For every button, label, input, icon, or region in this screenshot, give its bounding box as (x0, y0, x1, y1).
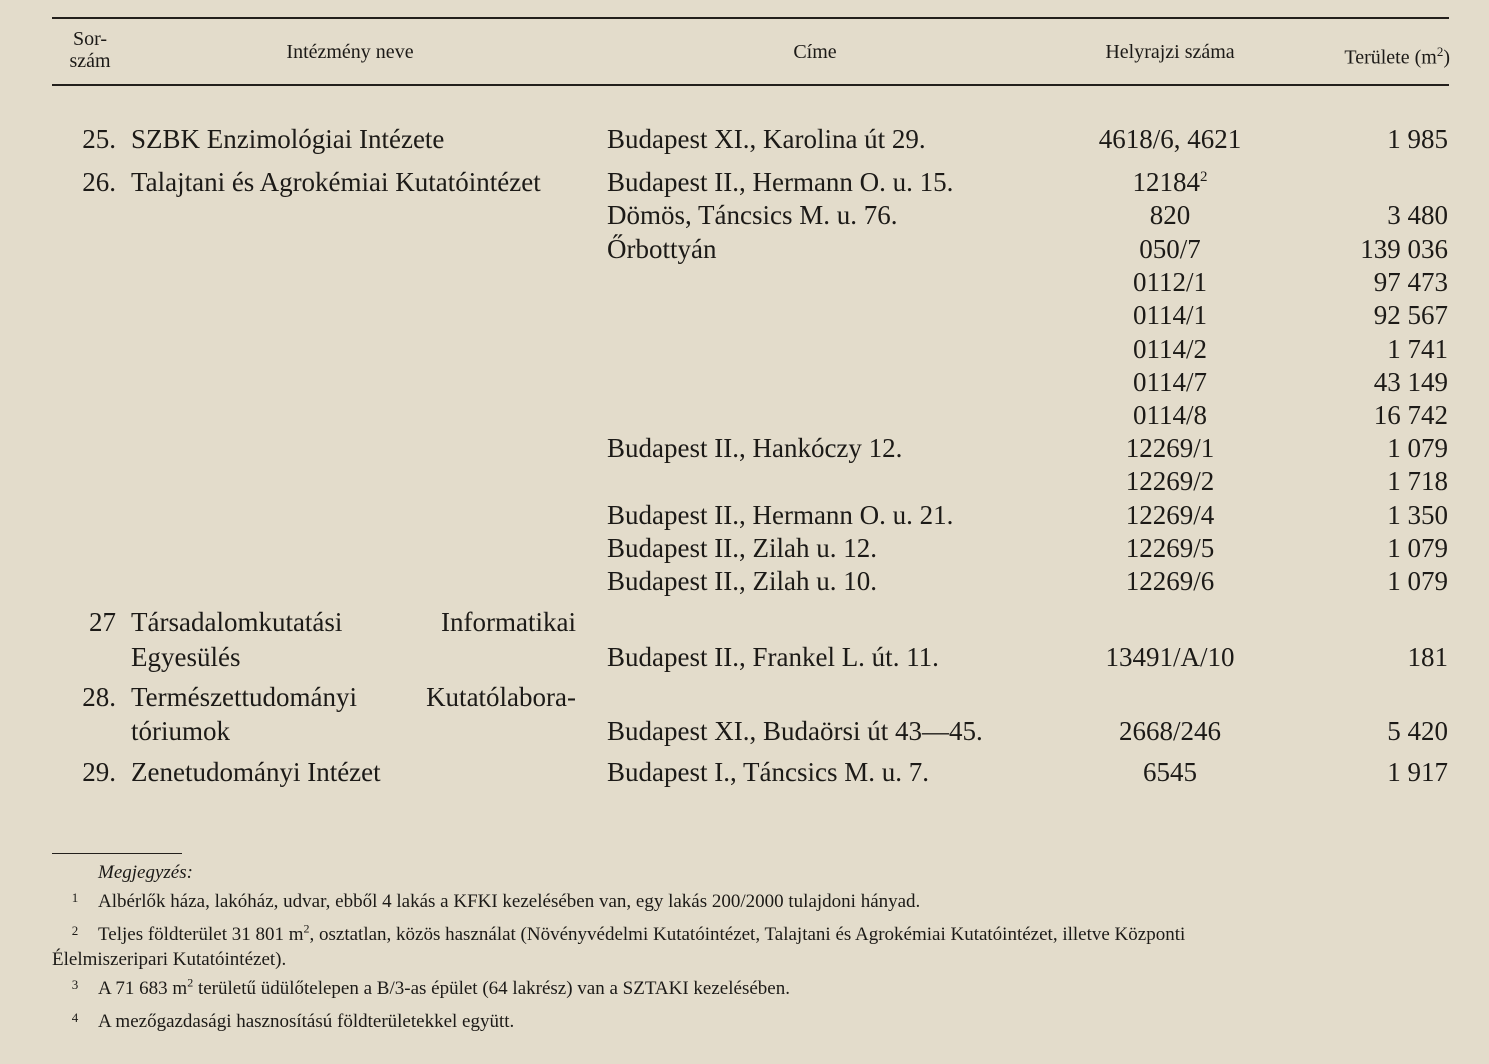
table-row (0, 605, 1489, 639)
address: Budapest II., Hankóczy 12. (607, 433, 903, 463)
parcel-number (1090, 564, 1250, 598)
table-row (0, 564, 1489, 598)
area-value: 1 917 (1387, 757, 1448, 787)
parcel-number-text: 12269/2 (1125, 466, 1215, 496)
parcel-number-text: 4618/6, 4621 (1098, 124, 1242, 154)
table-row (0, 298, 1489, 332)
institution-name: Zenetudományi Intézet (131, 757, 381, 787)
address: Dömös, Táncsics M. u. 76. (607, 200, 898, 230)
area-value: 1 079 (1387, 533, 1448, 563)
parcel-number-text: 0114/1 (1133, 300, 1207, 330)
parcel-number-text: 0114/7 (1133, 367, 1207, 397)
table-top-rule (52, 17, 1449, 19)
parcel-number-text: 0114/2 (1133, 334, 1207, 364)
institution-name-part: Társadalomkutatási (131, 607, 343, 637)
parcel-number-text: 12269/4 (1125, 500, 1215, 530)
area-value: 1 741 (1387, 334, 1448, 364)
footnote-3 (52, 976, 1452, 1001)
footnote-3-mark: 3 (71, 977, 79, 992)
footnote-2-text-a: Teljes földterület 31 801 m (98, 924, 304, 945)
table-row (0, 431, 1489, 465)
area-value: 43 149 (1373, 367, 1448, 397)
row-number: 25. (82, 124, 116, 154)
parcel-number (1090, 365, 1250, 399)
area-value: 97 473 (1373, 267, 1448, 297)
parcel-number-text: 0114/8 (1133, 400, 1207, 430)
footnote-2-text-b: , osztatlan, közös használat (Növényvédelmi Kutatóintézet, Talajtani és Agrokémiai Kutatóintézet, illetve Központi (309, 924, 1186, 945)
institution-name-part: Természettudományi (131, 682, 358, 712)
address: Budapest I., Táncsics M. u. 7. (607, 757, 929, 787)
area-value: 16 742 (1373, 400, 1448, 430)
row-number: 29. (82, 757, 116, 787)
area-value: 1 718 (1387, 466, 1448, 496)
parcel-number (1090, 265, 1250, 299)
header-terulete-sup: 2 (1436, 44, 1444, 59)
footnote-1-mark: 1 (71, 890, 79, 905)
header-sorszam-line1: Sor- (72, 28, 108, 50)
header-sorszam-line2: szám (69, 50, 111, 72)
address: Budapest II., Zilah u. 12. (607, 533, 877, 563)
table-row (0, 464, 1489, 498)
footnote-4-text: A mezőgazdasági hasznosítású földterületekkel együtt. (98, 1011, 515, 1032)
table-row (0, 531, 1489, 565)
header-terulete-close: ) (1443, 46, 1450, 69)
parcel-number (1090, 531, 1250, 565)
parcel-number (1090, 640, 1250, 674)
table-header-rule (52, 84, 1449, 86)
parcel-number (1090, 755, 1250, 789)
footnote-3-text-a: A 71 683 m (98, 978, 188, 999)
footnote-1 (52, 889, 1452, 914)
table-row (0, 714, 1489, 748)
address: Őrbottyán (607, 234, 717, 264)
parcel-number (1090, 298, 1250, 332)
header-cime: Címe (793, 41, 837, 63)
table-row (0, 365, 1489, 399)
area-value: 1 079 (1387, 566, 1448, 596)
parcel-number-text: 2668/246 (1118, 716, 1221, 746)
parcel-footnote-mark: 2 (1200, 169, 1208, 185)
table-row (0, 398, 1489, 432)
table-row (0, 165, 1489, 199)
table-row (0, 498, 1489, 532)
area-value: 3 480 (1387, 200, 1448, 230)
institution-name-part: Informatikai (441, 607, 576, 637)
address: Budapest XI., Budaörsi út 43—45. (607, 716, 983, 746)
header-intezmeny-neve: Intézmény neve (286, 41, 414, 63)
table-row (0, 332, 1489, 366)
area-value: 5 420 (1387, 716, 1448, 746)
address: Budapest II., Frankel L. út. 11. (607, 642, 939, 672)
table-row (0, 198, 1489, 232)
parcel-number (1090, 398, 1250, 432)
parcel-number (1090, 431, 1250, 465)
institution-name (131, 680, 576, 714)
row-number: 27 (89, 607, 116, 637)
parcel-number-text: 050/7 (1139, 234, 1201, 264)
parcel-number-text: 12269/1 (1125, 433, 1215, 463)
parcel-number-text: 13491/A/10 (1105, 642, 1235, 672)
table-row (0, 265, 1489, 299)
parcel-number (1090, 332, 1250, 366)
footnote-2 (52, 922, 1452, 972)
header-sorszam (60, 28, 120, 72)
institution-name: Talajtani és Agrokémiai Kutatóintézet (131, 167, 541, 197)
institution-name: SZBK Enzimológiai Intézete (131, 124, 445, 154)
parcel-number (1090, 198, 1250, 232)
parcel-number (1090, 165, 1250, 199)
area-value: 1 079 (1387, 433, 1448, 463)
header-helyrajzi-szama: Helyrajzi száma (1105, 41, 1235, 63)
parcel-number-text: 820 (1149, 200, 1191, 230)
institution-name: Egyesülés (131, 642, 241, 672)
parcel-number-text: 12269/5 (1125, 533, 1215, 563)
area-value: 92 567 (1373, 300, 1448, 330)
address: Budapest II., Hermann O. u. 21. (607, 500, 954, 530)
address: Budapest XI., Karolina út 29. (607, 124, 926, 154)
area-value: 139 036 (1360, 234, 1448, 264)
footnote-3-text-b: területű üdülőtelepen a B/3-as épület (64 lakrész) van a SZTAKI kezelésében. (193, 978, 790, 999)
footnote-2-text-c: Élelmiszeripari Kutatóintézet). (52, 949, 287, 970)
table-row (0, 232, 1489, 266)
parcel-number-text: 0112/1 (1133, 267, 1207, 297)
footnote-4-mark: 4 (71, 1010, 79, 1025)
parcel-number (1090, 122, 1250, 156)
address: Budapest II., Zilah u. 10. (607, 566, 877, 596)
header-terulete-text: Területe (m (1344, 46, 1437, 69)
area-value: 1 985 (1387, 124, 1448, 154)
table-row (0, 640, 1489, 674)
address: Budapest II., Hermann O. u. 15. (607, 167, 954, 197)
footnote-rule (52, 853, 182, 854)
footnote-2-mark: 2 (71, 923, 79, 938)
parcel-number (1090, 498, 1250, 532)
parcel-number (1090, 714, 1250, 748)
table-row (0, 122, 1489, 156)
institution-name: tóriumok (131, 716, 230, 746)
footnote-title: Megjegyzés: (98, 862, 193, 883)
parcel-number-text: 12269/6 (1125, 566, 1215, 596)
table-row (0, 755, 1489, 789)
area-value: 181 (1407, 642, 1448, 672)
parcel-number (1090, 232, 1250, 266)
area-value: 1 350 (1387, 500, 1448, 530)
institution-name-part: Kutatólabora- (426, 682, 576, 712)
row-number: 28. (82, 682, 116, 712)
parcel-number (1090, 464, 1250, 498)
header-terulete (1290, 41, 1450, 69)
institution-name (131, 605, 576, 639)
row-number: 26. (82, 167, 116, 197)
parcel-number-text: 12184 (1132, 167, 1200, 197)
footnote-1-text: Albérlők háza, lakóház, udvar, ebből 4 lakás a KFKI kezelésében van, egy lakás 200/2000 tulajdoni hányad. (98, 891, 921, 912)
footnote-3-sup: 2 (187, 975, 194, 990)
parcel-number-text: 6545 (1143, 757, 1197, 787)
footnote-2-sup: 2 (303, 921, 310, 936)
table-row (0, 680, 1489, 714)
footnote-4 (52, 1009, 1452, 1034)
